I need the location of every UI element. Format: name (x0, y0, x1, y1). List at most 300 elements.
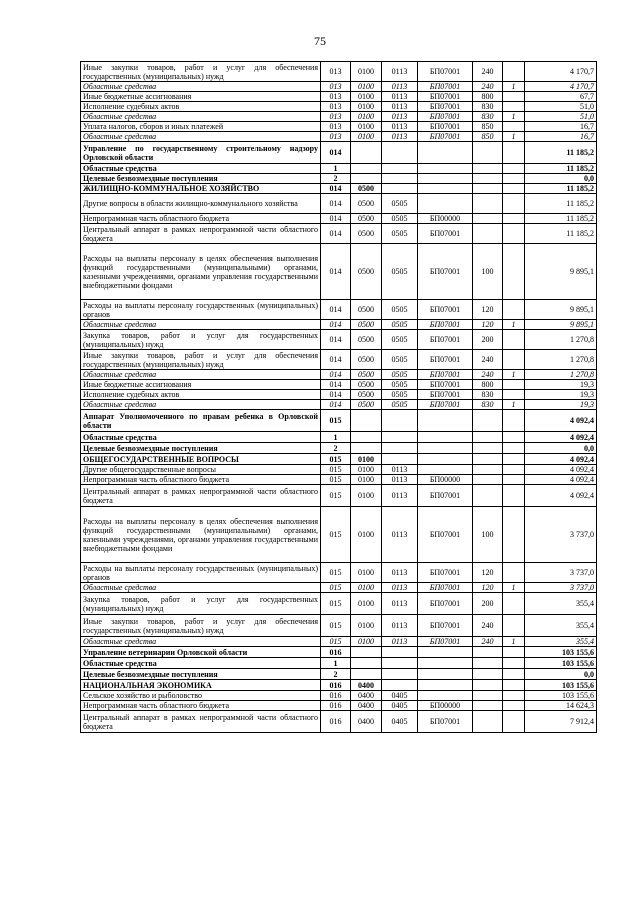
expense-type-code-cell (473, 465, 503, 475)
table-row (81, 174, 597, 184)
target-article-code-cell: БП00000 (418, 701, 473, 711)
section-code-cell (351, 164, 382, 174)
table-row (81, 711, 597, 733)
expense-type-code-cell (473, 174, 503, 184)
target-article-code-cell: БП07001 (418, 244, 473, 300)
expense-type-code-cell (473, 214, 503, 224)
amount-cell: 3 737,0 (525, 563, 597, 583)
table-row (81, 465, 597, 475)
expense-type-code-cell: 800 (473, 92, 503, 102)
subsection-code-cell (382, 647, 418, 658)
admin-code-cell: 014 (321, 194, 351, 214)
amount-cell: 0,0 (525, 443, 597, 454)
subsection-code-cell: 0505 (382, 320, 418, 330)
amount-cell: 103 155,6 (525, 647, 597, 658)
expense-type-code-cell (473, 485, 503, 507)
amount-cell: 3 737,0 (525, 507, 597, 563)
row-name-cell: Непрограммная часть областного бюджета (81, 214, 321, 224)
admin-code-cell: 015 (321, 410, 351, 432)
source-code-cell: 1 (503, 370, 525, 380)
expense-type-code-cell (473, 669, 503, 680)
subsection-code-cell: 0405 (382, 701, 418, 711)
subsection-code-cell: 0505 (382, 194, 418, 214)
section-code-cell: 0100 (351, 62, 382, 82)
target-article-code-cell (418, 174, 473, 184)
target-article-code-cell: БП07001 (418, 615, 473, 637)
amount-cell: 1 270,8 (525, 330, 597, 350)
subsection-code-cell: 0113 (382, 102, 418, 112)
section-code-cell: 0100 (351, 615, 382, 637)
admin-code-cell: 2 (321, 443, 351, 454)
subsection-code-cell: 0113 (382, 507, 418, 563)
amount-cell: 103 155,6 (525, 680, 597, 691)
amount-cell: 4 170,7 (525, 82, 597, 92)
section-code-cell (351, 658, 382, 669)
row-name-cell: Областные средства (81, 658, 321, 669)
amount-cell: 355,4 (525, 593, 597, 615)
row-name-cell: Областные средства (81, 320, 321, 330)
subsection-code-cell: 0505 (382, 400, 418, 410)
target-article-code-cell (418, 432, 473, 443)
source-code-cell: 1 (503, 637, 525, 647)
expense-type-code-cell: 120 (473, 583, 503, 593)
subsection-code-cell (382, 432, 418, 443)
amount-cell: 9 895,1 (525, 320, 597, 330)
admin-code-cell: 013 (321, 122, 351, 132)
target-article-code-cell: БП07001 (418, 390, 473, 400)
table-row (81, 164, 597, 174)
section-code-cell: 0400 (351, 680, 382, 691)
section-code-cell: 0100 (351, 507, 382, 563)
section-code-cell (351, 142, 382, 164)
target-article-code-cell (418, 669, 473, 680)
amount-cell: 4 092,4 (525, 454, 597, 465)
admin-code-cell: 014 (321, 350, 351, 370)
section-code-cell: 0500 (351, 390, 382, 400)
row-name-cell: Областные средства (81, 164, 321, 174)
admin-code-cell: 015 (321, 563, 351, 583)
amount-cell: 103 155,6 (525, 691, 597, 701)
source-code-cell (503, 62, 525, 82)
admin-code-cell: 014 (321, 214, 351, 224)
section-code-cell: 0100 (351, 475, 382, 485)
table-row (81, 142, 597, 164)
table-row (81, 507, 597, 563)
expense-type-code-cell: 240 (473, 82, 503, 92)
row-name-cell: Расходы на выплаты персоналу в целях обеспечения выполнения функций государственными (муниципальными) органами, казенными учреждениями, органами управления государственными внебюджетными фондами (81, 244, 321, 300)
section-code-cell (351, 410, 382, 432)
row-name-cell: Областные средства (81, 370, 321, 380)
amount-cell: 4 092,4 (525, 410, 597, 432)
amount-cell: 11 185,2 (525, 164, 597, 174)
row-name-cell: Иные закупки товаров, работ и услуг для обеспечения государственных (муниципальных) нужд (81, 615, 321, 637)
subsection-code-cell: 0113 (382, 563, 418, 583)
subsection-code-cell (382, 142, 418, 164)
amount-cell: 51,0 (525, 102, 597, 112)
admin-code-cell: 014 (321, 330, 351, 350)
expense-type-code-cell: 120 (473, 300, 503, 320)
table-row (81, 593, 597, 615)
section-code-cell (351, 174, 382, 184)
amount-cell: 3 737,0 (525, 583, 597, 593)
budget-table (80, 61, 597, 733)
row-name-cell: Исполнение судебных актов (81, 102, 321, 112)
admin-code-cell: 013 (321, 112, 351, 122)
source-code-cell (503, 647, 525, 658)
table-row (81, 132, 597, 142)
source-code-cell (503, 194, 525, 214)
subsection-code-cell: 0505 (382, 214, 418, 224)
table-row (81, 300, 597, 320)
expense-type-code-cell: 240 (473, 62, 503, 82)
amount-cell: 9 895,1 (525, 300, 597, 320)
target-article-code-cell: БП07001 (418, 711, 473, 733)
section-code-cell: 0100 (351, 112, 382, 122)
admin-code-cell: 015 (321, 465, 351, 475)
admin-code-cell: 2 (321, 174, 351, 184)
target-article-code-cell: БП07001 (418, 637, 473, 647)
row-name-cell: Центральный аппарат в рамках непрограммной части областного бюджета (81, 711, 321, 733)
subsection-code-cell (382, 669, 418, 680)
source-code-cell (503, 224, 525, 244)
source-code-cell (503, 507, 525, 563)
admin-code-cell: 013 (321, 132, 351, 142)
amount-cell: 1 270,8 (525, 370, 597, 380)
admin-code-cell: 016 (321, 701, 351, 711)
table-row (81, 615, 597, 637)
row-name-cell: Уплата налогов, сборов и иных платежей (81, 122, 321, 132)
admin-code-cell: 014 (321, 390, 351, 400)
section-code-cell: 0500 (351, 350, 382, 370)
amount-cell: 1 270,8 (525, 350, 597, 370)
subsection-code-cell: 0505 (382, 370, 418, 380)
row-name-cell: Иные закупки товаров, работ и услуг для обеспечения государственных (муниципальных) нужд (81, 62, 321, 82)
row-name-cell: Иные закупки товаров, работ и услуг для обеспечения государственных (муниципальных) нужд (81, 350, 321, 370)
admin-code-cell: 014 (321, 300, 351, 320)
subsection-code-cell: 0505 (382, 390, 418, 400)
amount-cell: 4 092,4 (525, 432, 597, 443)
expense-type-code-cell (473, 184, 503, 194)
target-article-code-cell: БП07001 (418, 122, 473, 132)
target-article-code-cell (418, 691, 473, 701)
target-article-code-cell (418, 142, 473, 164)
expense-type-code-cell: 120 (473, 320, 503, 330)
table-row (81, 390, 597, 400)
source-code-cell (503, 465, 525, 475)
table-row (81, 563, 597, 583)
section-code-cell: 0500 (351, 214, 382, 224)
admin-code-cell: 2 (321, 669, 351, 680)
table-row (81, 380, 597, 390)
section-code-cell: 0400 (351, 691, 382, 701)
row-name-cell: Управление по государственному строительному надзору Орловской области (81, 142, 321, 164)
source-code-cell (503, 102, 525, 112)
target-article-code-cell: БП07001 (418, 400, 473, 410)
target-article-code-cell: БП07001 (418, 300, 473, 320)
section-code-cell: 0500 (351, 380, 382, 390)
amount-cell: 355,4 (525, 615, 597, 637)
source-code-cell (503, 300, 525, 320)
target-article-code-cell: БП07001 (418, 62, 473, 82)
amount-cell: 11 185,2 (525, 214, 597, 224)
target-article-code-cell: БП07001 (418, 370, 473, 380)
table-row (81, 647, 597, 658)
target-article-code-cell: БП07001 (418, 82, 473, 92)
table-row (81, 680, 597, 691)
source-code-cell (503, 680, 525, 691)
admin-code-cell: 013 (321, 102, 351, 112)
target-article-code-cell: БП07001 (418, 224, 473, 244)
expense-type-code-cell (473, 454, 503, 465)
table-row (81, 701, 597, 711)
table-row (81, 82, 597, 92)
amount-cell: 67,7 (525, 92, 597, 102)
table-row (81, 92, 597, 102)
expense-type-code-cell: 240 (473, 370, 503, 380)
subsection-code-cell: 0505 (382, 300, 418, 320)
admin-code-cell: 016 (321, 647, 351, 658)
table-row (81, 400, 597, 410)
source-code-cell (503, 443, 525, 454)
row-name-cell: Областные средства (81, 132, 321, 142)
target-article-code-cell (418, 184, 473, 194)
target-article-code-cell (418, 454, 473, 465)
subsection-code-cell (382, 184, 418, 194)
subsection-code-cell: 0113 (382, 122, 418, 132)
target-article-code-cell: БП07001 (418, 330, 473, 350)
admin-code-cell: 014 (321, 224, 351, 244)
admin-code-cell: 013 (321, 82, 351, 92)
source-code-cell (503, 711, 525, 733)
section-code-cell: 0100 (351, 102, 382, 112)
expense-type-code-cell (473, 475, 503, 485)
amount-cell: 11 185,2 (525, 142, 597, 164)
row-name-cell: ЖИЛИЩНО-КОММУНАЛЬНОЕ ХОЗЯЙСТВО (81, 184, 321, 194)
section-code-cell: 0100 (351, 122, 382, 132)
target-article-code-cell (418, 164, 473, 174)
source-code-cell: 1 (503, 400, 525, 410)
row-name-cell: Аппарат Уполномоченного по правам ребенка в Орловской области (81, 410, 321, 432)
subsection-code-cell: 0113 (382, 485, 418, 507)
subsection-code-cell (382, 658, 418, 669)
target-article-code-cell (418, 647, 473, 658)
source-code-cell: 1 (503, 132, 525, 142)
section-code-cell: 0100 (351, 92, 382, 102)
table-row (81, 184, 597, 194)
source-code-cell (503, 164, 525, 174)
section-code-cell: 0500 (351, 370, 382, 380)
table-row (81, 443, 597, 454)
subsection-code-cell: 0113 (382, 465, 418, 475)
source-code-cell (503, 174, 525, 184)
table-row (81, 454, 597, 465)
source-code-cell (503, 615, 525, 637)
row-name-cell: НАЦИОНАЛЬНАЯ ЭКОНОМИКА (81, 680, 321, 691)
source-code-cell (503, 350, 525, 370)
section-code-cell: 0500 (351, 320, 382, 330)
source-code-cell (503, 92, 525, 102)
subsection-code-cell: 0113 (382, 615, 418, 637)
source-code-cell (503, 475, 525, 485)
source-code-cell (503, 691, 525, 701)
table-row (81, 637, 597, 647)
admin-code-cell: 015 (321, 637, 351, 647)
source-code-cell (503, 701, 525, 711)
target-article-code-cell: БП07001 (418, 320, 473, 330)
expense-type-code-cell (473, 647, 503, 658)
row-name-cell: Целевые безвозмездные поступления (81, 669, 321, 680)
table-row (81, 214, 597, 224)
amount-cell: 11 185,2 (525, 194, 597, 214)
expense-type-code-cell (473, 164, 503, 174)
section-code-cell: 0500 (351, 194, 382, 214)
admin-code-cell: 013 (321, 62, 351, 82)
subsection-code-cell: 0113 (382, 637, 418, 647)
admin-code-cell: 014 (321, 244, 351, 300)
admin-code-cell: 014 (321, 380, 351, 390)
table-row (81, 583, 597, 593)
amount-cell: 19,3 (525, 380, 597, 390)
table-row (81, 370, 597, 380)
table-row (81, 669, 597, 680)
target-article-code-cell: БП07001 (418, 583, 473, 593)
section-code-cell: 0500 (351, 184, 382, 194)
target-article-code-cell (418, 194, 473, 214)
expense-type-code-cell: 800 (473, 380, 503, 390)
expense-type-code-cell: 200 (473, 330, 503, 350)
row-name-cell: Закупка товаров, работ и услуг для государственных (муниципальных) нужд (81, 593, 321, 615)
admin-code-cell: 014 (321, 370, 351, 380)
row-name-cell: Областные средства (81, 112, 321, 122)
subsection-code-cell: 0113 (382, 475, 418, 485)
subsection-code-cell (382, 680, 418, 691)
expense-type-code-cell (473, 224, 503, 244)
target-article-code-cell: БП07001 (418, 380, 473, 390)
subsection-code-cell: 0505 (382, 244, 418, 300)
source-code-cell (503, 122, 525, 132)
row-name-cell: Областные средства (81, 637, 321, 647)
subsection-code-cell: 0405 (382, 691, 418, 701)
row-name-cell: Другие вопросы в области жилищно-коммунального хозяйства (81, 194, 321, 214)
row-name-cell: Областные средства (81, 400, 321, 410)
source-code-cell (503, 330, 525, 350)
section-code-cell: 0400 (351, 701, 382, 711)
table-row (81, 194, 597, 214)
source-code-cell (503, 390, 525, 400)
row-name-cell: Иные бюджетные ассигнования (81, 380, 321, 390)
subsection-code-cell: 0505 (382, 224, 418, 244)
row-name-cell: ОБЩЕГОСУДАРСТВЕННЫЕ ВОПРОСЫ (81, 454, 321, 465)
table-row (81, 485, 597, 507)
target-article-code-cell: БП07001 (418, 92, 473, 102)
target-article-code-cell: БП07001 (418, 132, 473, 142)
expense-type-code-cell: 100 (473, 244, 503, 300)
subsection-code-cell: 0113 (382, 62, 418, 82)
admin-code-cell: 016 (321, 711, 351, 733)
source-code-cell (503, 244, 525, 300)
expense-type-code-cell: 830 (473, 112, 503, 122)
budget-table-body (81, 62, 597, 733)
expense-type-code-cell (473, 658, 503, 669)
source-code-cell (503, 214, 525, 224)
expense-type-code-cell (473, 443, 503, 454)
section-code-cell: 0100 (351, 583, 382, 593)
table-row (81, 658, 597, 669)
section-code-cell: 0500 (351, 400, 382, 410)
admin-code-cell: 1 (321, 658, 351, 669)
section-code-cell: 0500 (351, 300, 382, 320)
subsection-code-cell (382, 443, 418, 454)
admin-code-cell: 014 (321, 142, 351, 164)
row-name-cell: Управление ветеринарии Орловской области (81, 647, 321, 658)
source-code-cell (503, 658, 525, 669)
subsection-code-cell (382, 174, 418, 184)
section-code-cell: 0500 (351, 330, 382, 350)
amount-cell: 103 155,6 (525, 658, 597, 669)
table-row (81, 112, 597, 122)
row-name-cell: Областные средства (81, 583, 321, 593)
table-row (81, 691, 597, 701)
subsection-code-cell: 0113 (382, 593, 418, 615)
table-row (81, 475, 597, 485)
amount-cell: 4 170,7 (525, 62, 597, 82)
amount-cell: 0,0 (525, 174, 597, 184)
amount-cell: 19,3 (525, 390, 597, 400)
row-name-cell: Другие общегосударственные вопросы (81, 465, 321, 475)
subsection-code-cell: 0405 (382, 711, 418, 733)
target-article-code-cell (418, 465, 473, 475)
expense-type-code-cell (473, 410, 503, 432)
table-row (81, 224, 597, 244)
amount-cell: 4 092,4 (525, 475, 597, 485)
page-number: 75 (314, 34, 326, 48)
admin-code-cell: 015 (321, 593, 351, 615)
source-code-cell (503, 593, 525, 615)
target-article-code-cell: БП07001 (418, 102, 473, 112)
section-code-cell: 0500 (351, 244, 382, 300)
amount-cell: 0,0 (525, 669, 597, 680)
subsection-code-cell: 0505 (382, 380, 418, 390)
target-article-code-cell (418, 410, 473, 432)
row-name-cell: Расходы на выплаты персоналу государственных (муниципальных) органов (81, 563, 321, 583)
expense-type-code-cell: 830 (473, 102, 503, 112)
admin-code-cell: 015 (321, 583, 351, 593)
source-code-cell (503, 485, 525, 507)
subsection-code-cell: 0113 (382, 82, 418, 92)
amount-cell: 11 185,2 (525, 224, 597, 244)
target-article-code-cell: БП00000 (418, 214, 473, 224)
section-code-cell (351, 647, 382, 658)
table-row (81, 62, 597, 82)
source-code-cell (503, 410, 525, 432)
source-code-cell: 1 (503, 82, 525, 92)
target-article-code-cell: БП07001 (418, 563, 473, 583)
amount-cell: 355,4 (525, 637, 597, 647)
row-name-cell: Областные средства (81, 432, 321, 443)
section-code-cell: 0100 (351, 593, 382, 615)
row-name-cell: Центральный аппарат в рамках непрограммной части областного бюджета (81, 485, 321, 507)
section-code-cell (351, 432, 382, 443)
row-name-cell: Исполнение судебных актов (81, 390, 321, 400)
source-code-cell (503, 432, 525, 443)
amount-cell: 11 185,2 (525, 184, 597, 194)
section-code-cell: 0100 (351, 485, 382, 507)
table-row (81, 330, 597, 350)
admin-code-cell: 014 (321, 184, 351, 194)
expense-type-code-cell (473, 701, 503, 711)
subsection-code-cell: 0113 (382, 132, 418, 142)
section-code-cell: 0100 (351, 82, 382, 92)
